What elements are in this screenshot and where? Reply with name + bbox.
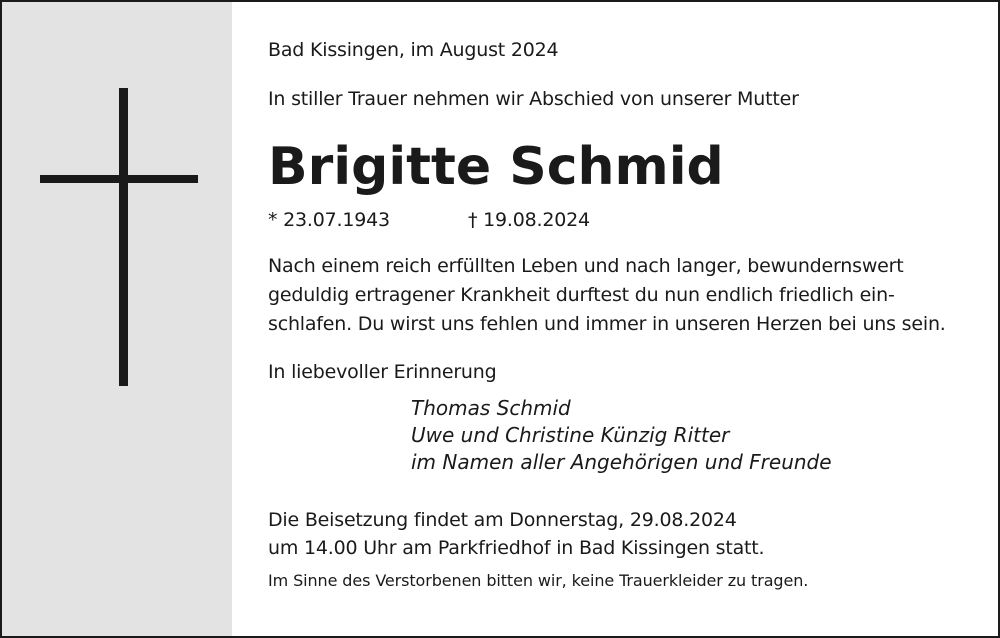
- death-date: † 19.08.2024: [468, 209, 590, 231]
- tribute-line: schlafen. Du wirst uns fehlen und immer in unseren Herzen bei uns sein.: [268, 313, 946, 335]
- tribute-line: geduldig ertragener Krankheit durftest du nun endlich friedlich ein-: [268, 284, 895, 306]
- funeral-line: um 14.00 Uhr am Parkfriedhof in Bad Kissingen statt.: [268, 537, 765, 559]
- tribute-line: Nach einem reich erfüllten Leben und nach langer, bewundernswert: [268, 255, 904, 277]
- tribute-paragraph: [268, 252, 968, 339]
- birth-date: * 23.07.1943: [268, 209, 390, 231]
- memory-label: In liebevoller Erinnerung: [268, 361, 497, 383]
- deceased-name: Brigitte Schmid: [268, 137, 724, 197]
- cross-bar: [40, 175, 198, 183]
- request-text: Im Sinne des Verstorbenen bitten wir, keine Trauerkleider zu tragen.: [268, 571, 809, 590]
- mourner: Uwe und Christine Künzig Ritter: [411, 423, 730, 447]
- mourners-list: [411, 395, 832, 476]
- mourner: im Namen aller Angehörigen und Freunde: [411, 450, 832, 474]
- mourner: Thomas Schmid: [411, 396, 571, 420]
- place-date: Bad Kissingen, im August 2024: [268, 39, 559, 61]
- left-panel: [2, 2, 232, 636]
- intro-text: In stiller Trauer nehmen wir Abschied von unserer Mutter: [268, 88, 799, 110]
- cross-icon: [119, 88, 128, 386]
- funeral-line: Die Beisetzung findet am Donnerstag, 29.08.2024: [268, 509, 737, 531]
- funeral-info: [268, 506, 968, 562]
